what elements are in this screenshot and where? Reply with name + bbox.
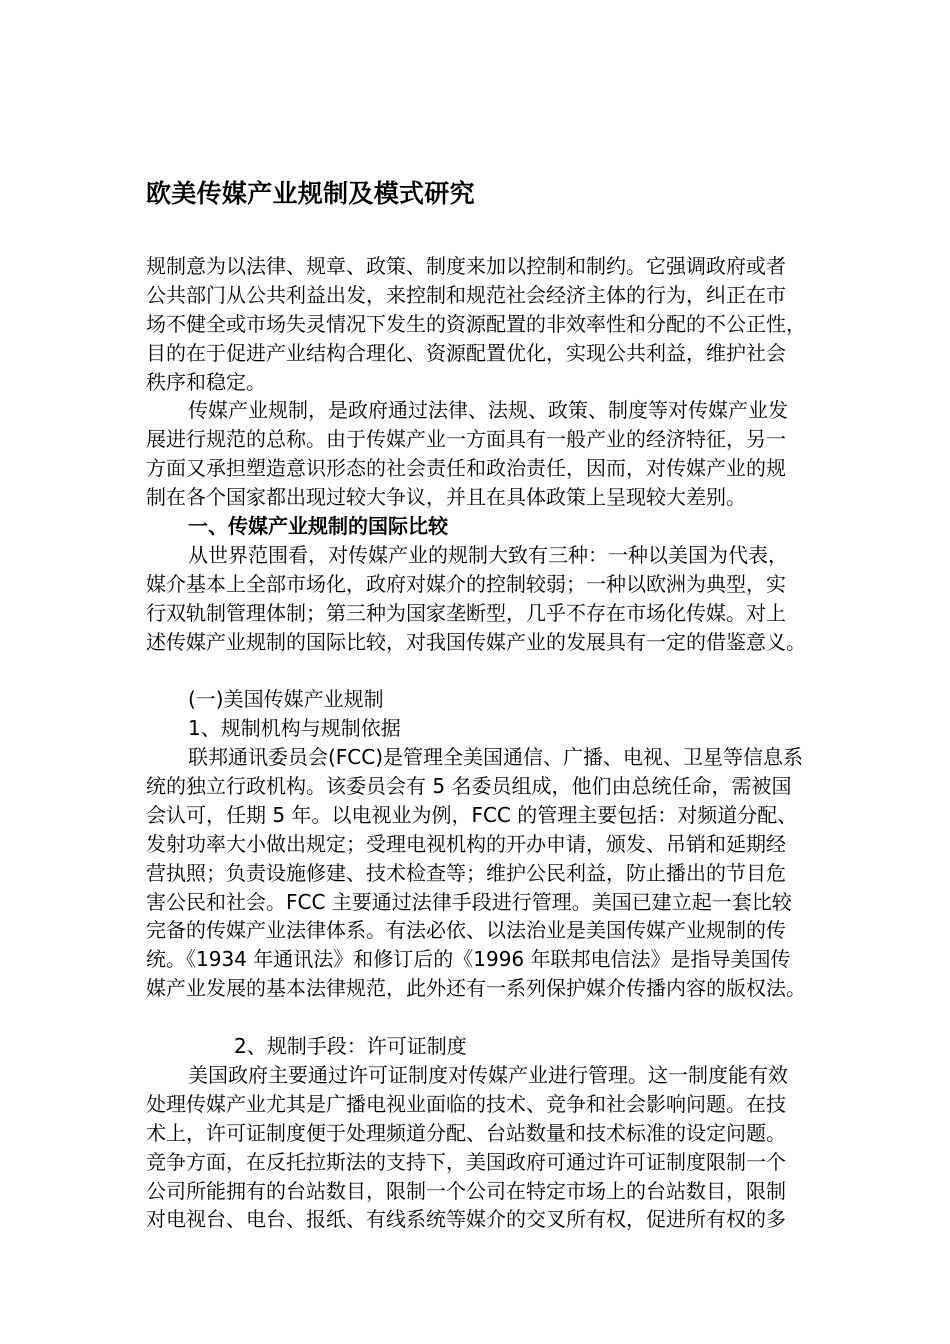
para5-line: 对电视台、电台、报纸、有线系统等媒介的交叉所有权，促进所有权的多 [146,1207,786,1232]
document-title: 欧美传媒产业规制及模式研究 [146,179,475,208]
para1-line: 公共部门从公共利益出发，来控制和规范社会经济主体的行为，纠正在市 [146,282,786,307]
para4-line: 害公民和社会。FCC 主要通过法律手段进行管理。美国已建立起一套比较 [146,889,792,914]
para1-line: 目的在于促进产业结构合理化、资源配置优化，实现公共利益，维护社会 [146,340,786,365]
para2-line: 方面又承担塑造意识形态的社会责任和政治责任，因而，对传媒产业的规 [146,456,786,481]
para2-line: 制在各个国家都出现过较大争议，并且在具体政策上呈现较大差别。 [146,485,746,510]
para1-line: 场不健全或市场失灵情况下发生的资源配置的非效率性和分配的不公正性， [146,311,806,336]
blank-line [146,1003,891,1032]
para3-line: 述传媒产业规制的国际比较，对我国传媒产业的发展具有一定的借鉴意义。 [146,629,806,654]
para3-line: 从世界范围看，对传媒产业的规制大致有三种：一种以美国为代表， [188,542,788,567]
para4-line: 完备的传媒产业法律体系。有法必依、以法治业是美国传媒产业规制的传 [146,918,786,943]
para5-line: 美国政府主要通过许可证制度对传媒产业进行管理。这一制度能有效 [188,1062,788,1087]
subsection-item-heading: 2、规制手段：许可证制度 [234,1034,467,1059]
para3-line: 行双轨制管理体制；第三种为国家垄断型，几乎不存在市场化传媒。对上 [146,600,786,625]
para4-line: 统。《1934 年通讯法》和修订后的《1996 年联邦电信法》是指导美国传 [146,947,791,972]
para4-line: 联邦通讯委员会(FCC)是管理全美国通信、广播、电视、卫星等信息系 [188,745,804,770]
para5-line: 公司所能拥有的台站数目，限制一个公司在特定市场上的台站数目，限制 [146,1178,786,1203]
subsection-item-heading: 1、规制机构与规制依据 [188,716,401,741]
section-heading: 一、传媒产业规制的国际比较 [188,514,448,539]
para4-line: 统的独立行政机构。该委员会有 5 名委员组成，他们由总统任命，需被国 [146,774,792,799]
para4-line: 媒产业发展的基本法律规范，此外还有一系列保护媒介传播内容的版权法。 [146,976,806,1001]
blank-line [146,656,891,685]
para4-line: 会认可，任期 5 年。以电视业为例，FCC 的管理主要包括：对频道分配、 [146,802,798,827]
para4-line: 发射功率大小做出规定；受理电视机构的开办申请，颁发、吊销和延期经 [146,831,786,856]
subsection-heading: (一)美国传媒产业规制 [188,687,384,712]
para2-line: 展进行规范的总称。由于传媒产业一方面具有一般产业的经济特征，另一 [146,427,786,452]
para5-line: 术上，许可证制度便于处理频道分配、台站数量和技术标准的设定问题。 [146,1120,786,1145]
para3-line: 媒介基本上全部市场化，政府对媒介的控制较弱；一种以欧洲为典型，实 [146,571,786,596]
para1-line: 秩序和稳定。 [146,369,266,394]
para2-line: 传媒产业规制，是政府通过法律、法规、政策、制度等对传媒产业发 [188,398,788,423]
para5-line: 处理传媒产业尤其是广播电视业面临的技术、竞争和社会影响问题。在技 [146,1091,786,1116]
para4-line: 营执照；负责设施修建、技术检查等；维护公民利益，防止播出的节目危 [146,860,786,885]
para5-line: 竞争方面，在反托拉斯法的支持下，美国政府可通过许可证制度限制一个 [146,1149,786,1174]
para1-line: 规制意为以法律、规章、政策、制度来加以控制和制约。它强调政府或者 [146,254,786,278]
document-body [146,252,891,1234]
